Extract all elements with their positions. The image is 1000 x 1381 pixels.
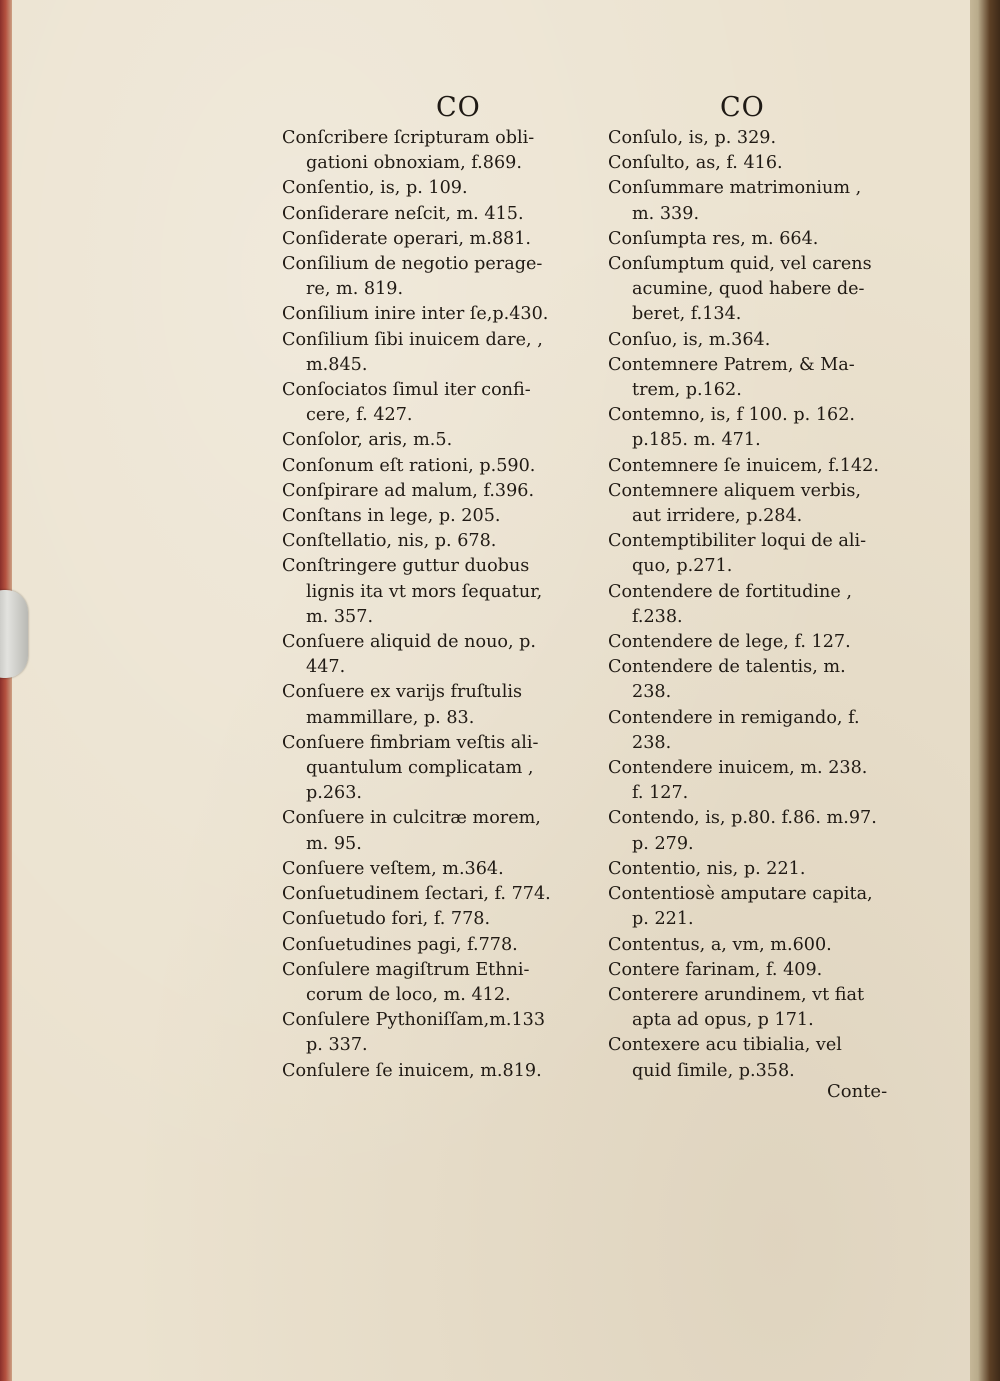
entry-headword-line: Conſuetudinem ſectari, f. 774. [282, 884, 551, 905]
index-entry [282, 933, 612, 958]
entry-headword-line: Conterere arundinem, vt fiat [608, 984, 865, 1005]
entry-headword-line: Conſuetudines pagi, f.778. [282, 934, 518, 955]
entry-continuation-line: re, m. 819. [306, 279, 404, 300]
entry-headword-line: Contexere acu tibialia, vel [608, 1035, 842, 1056]
entry-headword-line: Contemnere aliquem verbis, [608, 480, 862, 501]
index-entry [282, 529, 612, 554]
index-entry [282, 454, 612, 479]
index-entry [282, 302, 612, 327]
entry-headword-line: Conſiderare neſcit, m. 415. [282, 203, 524, 224]
index-entry [608, 630, 938, 655]
index-entry [282, 479, 612, 504]
entry-continuation-line: p. 337. [306, 1035, 368, 1056]
index-entry [282, 630, 612, 680]
entry-headword-line: Conſtans in lege, p. 205. [282, 506, 501, 527]
index-entry [282, 176, 612, 201]
entry-headword-line: Contentus, a, vm, m.600. [608, 934, 832, 955]
index-entry [608, 151, 938, 176]
entry-headword-line: Conſummare matrimonium , [608, 178, 862, 199]
entry-headword-line: Conſtellatio, nis, p. 678. [282, 531, 497, 552]
index-entry [608, 126, 938, 151]
index-entry [282, 882, 612, 907]
index-column-left [282, 126, 612, 1084]
page-stack-edge [966, 0, 1000, 1381]
entry-continuation-line: p. 221. [632, 909, 694, 930]
entry-continuation-line: cere, f. 427. [306, 405, 413, 426]
index-entry [608, 983, 938, 1033]
entry-headword-line: Conſociatos ſimul iter confi- [282, 380, 531, 401]
entry-headword-line: Conſulere ſe inuicem, m.819. [282, 1060, 542, 1081]
entry-headword-line: Conſuetudo fori, f. 778. [282, 909, 491, 930]
entry-continuation-line: m.845. [306, 354, 368, 375]
entry-headword-line: Contendo, is, p.80. f.86. m.97. [608, 808, 877, 829]
index-entry [608, 403, 938, 453]
entry-continuation-line: mammillare, p. 83. [306, 707, 475, 728]
index-entry [282, 126, 612, 176]
index-entry [608, 655, 938, 705]
entry-headword-line: Conſiderate operari, m.881. [282, 228, 532, 249]
entry-headword-line: Conſuere ex varijs fruſtulis [282, 682, 522, 703]
entry-continuation-line: gationi obnoxiam, f.869. [306, 153, 522, 174]
entry-continuation-line: p.263. [306, 783, 363, 804]
entry-continuation-line: 447. [306, 657, 346, 678]
index-entry [282, 378, 612, 428]
entry-headword-line: Conſilium de negotio perage- [282, 254, 543, 275]
index-column-right [608, 126, 938, 1084]
index-entry [608, 454, 938, 479]
index-entry [608, 756, 938, 806]
index-entry [282, 907, 612, 932]
entry-continuation-line: quo, p.271. [632, 556, 733, 577]
entry-continuation-line: trem, p.162. [632, 380, 742, 401]
entry-continuation-line: p.185. m. 471. [632, 430, 761, 451]
index-entry [608, 529, 938, 579]
catchword: Conte- [827, 1081, 888, 1102]
index-entry [282, 1059, 612, 1084]
index-entry [282, 680, 612, 730]
entry-headword-line: Conſulo, is, p. 329. [608, 128, 777, 148]
entry-headword-line: Contentiosè amputare capita, [608, 884, 873, 905]
entry-headword-line: Conſumptum quid, vel carens [608, 254, 872, 275]
entry-headword-line: Conſuere fimbriam veſtis ali- [282, 732, 539, 753]
entry-headword-line: Contendere in remigando, f. [608, 707, 860, 728]
index-entry [282, 806, 612, 856]
index-entry [608, 328, 938, 353]
index-entry [282, 428, 612, 453]
entry-headword-line: Conſuere veſtem, m.364. [282, 858, 504, 879]
index-entry [608, 706, 938, 756]
index-entry [608, 479, 938, 529]
entry-headword-line: Contemno, is, f 100. p. 162. [608, 405, 855, 426]
entry-continuation-line: f.238. [632, 606, 683, 627]
entry-continuation-line: quid ſimile, p.358. [632, 1060, 795, 1081]
index-entry [608, 806, 938, 856]
entry-headword-line: Contemptibiliter loqui de ali- [608, 531, 867, 552]
entry-headword-line: Conſumpta res, m. 664. [608, 228, 819, 249]
index-entry [282, 554, 612, 630]
entry-headword-line: Conſcribere ſcripturam obli- [282, 128, 535, 148]
entry-continuation-line: aut irridere, p.284. [632, 506, 803, 527]
index-entry [608, 252, 938, 328]
entry-continuation-line: acumine, quod habere de- [632, 279, 865, 300]
entry-headword-line: Contemnere ſe inuicem, f.142. [608, 455, 879, 476]
entry-headword-line: Contendere inuicem, m. 238. [608, 758, 868, 779]
entry-headword-line: Contendere de talentis, m. [608, 657, 846, 678]
entry-headword-line: Contentio, nis, p. 221. [608, 858, 806, 879]
entry-continuation-line: m. 357. [306, 606, 374, 627]
index-entry [282, 252, 612, 302]
running-header-right: CO [720, 92, 765, 123]
page-clip [0, 590, 28, 678]
index-entry [608, 933, 938, 958]
entry-continuation-line: lignis ita vt mors ſequatur, [306, 581, 543, 602]
entry-headword-line: Conſulere magiſtrum Ethni- [282, 959, 530, 980]
entry-headword-line: Conſpirare ad malum, f.396. [282, 480, 535, 501]
entry-headword-line: Conſentio, is, p. 109. [282, 178, 468, 199]
index-entry [282, 504, 612, 529]
entry-continuation-line: apta ad opus, p 171. [632, 1010, 814, 1031]
entry-headword-line: Conſuere in culcitræ morem, [282, 808, 541, 829]
index-entry [282, 202, 612, 227]
index-entry [282, 857, 612, 882]
index-entry [608, 882, 938, 932]
entry-continuation-line: beret, f.134. [632, 304, 742, 325]
entry-continuation-line: 238. [632, 732, 672, 753]
index-entry [608, 857, 938, 882]
entry-headword-line: Conſulere Pythoniſſam,m.133 [282, 1010, 546, 1031]
running-header-left: CO [436, 92, 481, 123]
index-entry [282, 1008, 612, 1058]
entry-continuation-line: 238. [632, 682, 672, 703]
index-entry [608, 176, 938, 226]
entry-headword-line: Conſolor, aris, m.5. [282, 430, 453, 451]
book-page [12, 0, 970, 1381]
entry-continuation-line: quantulum complicatam , [306, 758, 534, 779]
index-entry [608, 580, 938, 630]
index-entry [282, 227, 612, 252]
entry-continuation-line: m. 339. [632, 203, 700, 224]
index-entry [608, 227, 938, 252]
entry-continuation-line: f. 127. [632, 783, 689, 804]
index-entry [282, 958, 612, 1008]
index-entry [608, 353, 938, 403]
index-entry [282, 731, 612, 807]
entry-headword-line: Conſulto, as, f. 416. [608, 153, 783, 174]
entry-headword-line: Contendere de fortitudine , [608, 581, 852, 602]
entry-continuation-line: corum de loco, m. 412. [306, 984, 511, 1005]
entry-headword-line: Contendere de lege, f. 127. [608, 632, 851, 653]
entry-headword-line: Contere farinam, f. 409. [608, 959, 823, 980]
entry-continuation-line: p. 279. [632, 833, 694, 854]
entry-headword-line: Conſilium ſibi inuicem dare, , [282, 329, 543, 350]
entry-headword-line: Conſuere aliquid de nouo, p. [282, 632, 537, 653]
entry-headword-line: Conſtringere guttur duobus [282, 556, 530, 577]
entry-headword-line: Conſilium inire inter ſe,p.430. [282, 304, 549, 325]
entry-headword-line: Conſuo, is, m.364. [608, 329, 771, 350]
entry-continuation-line: m. 95. [306, 833, 362, 854]
index-entry [608, 958, 938, 983]
index-entry [608, 1033, 938, 1083]
index-entry [282, 328, 612, 378]
entry-headword-line: Contemnere Patrem, & Ma- [608, 354, 855, 375]
entry-headword-line: Conſonum eſt rationi, p.590. [282, 455, 536, 476]
